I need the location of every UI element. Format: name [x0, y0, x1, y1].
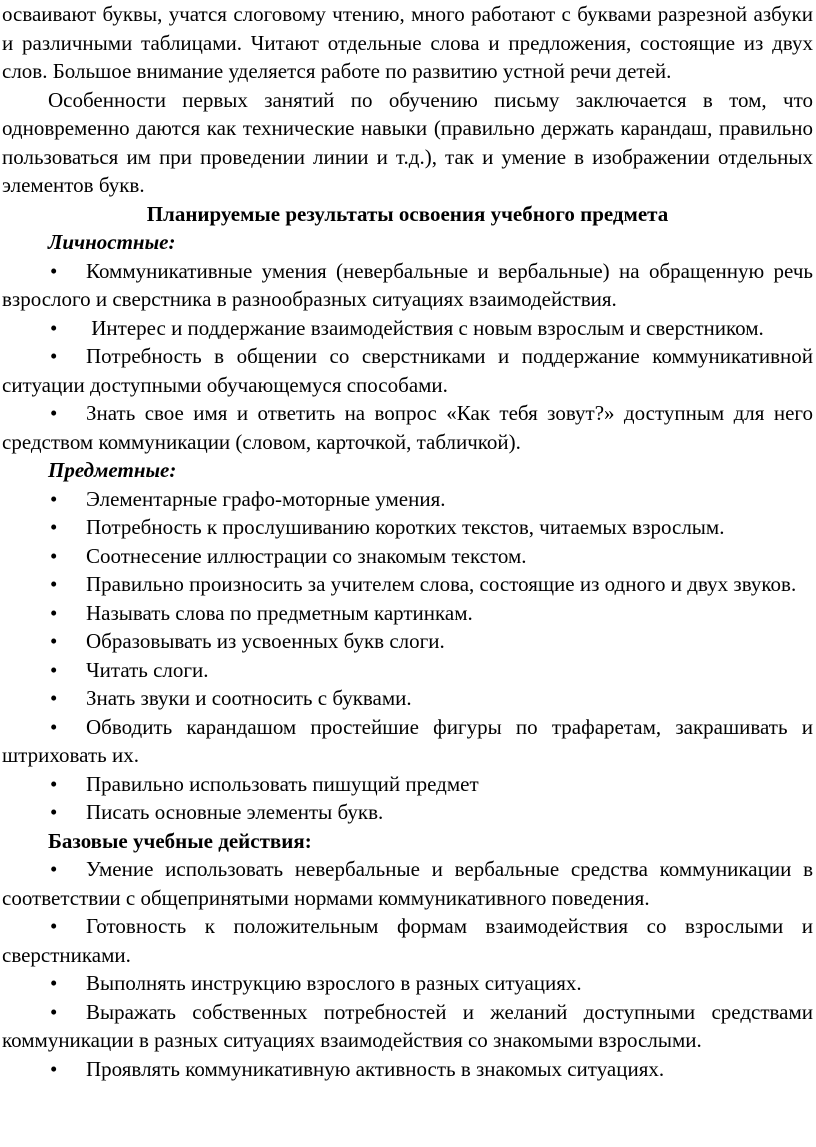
bullet-icon: • [50, 543, 58, 568]
list-item [2, 998, 813, 1055]
list-item-text: Правильно использовать пишущий предмет [86, 771, 479, 796]
list-item [2, 485, 813, 514]
list-item-text: Проявлять коммуникативную активность в знакомых ситуациях. [86, 1056, 665, 1081]
list-item-text: Интерес и поддержание взаимодействия с новым взрослым и сверстником. [86, 315, 764, 340]
list-item-text: Готовность к положительным формам взаимодействия со взрослыми и сверстниками. [2, 914, 813, 967]
bullet-icon: • [50, 600, 58, 625]
basic-actions-list [2, 855, 813, 1083]
list-item [2, 912, 813, 969]
list-item-text: Писать основные элементы букв. [86, 800, 384, 824]
list-item [2, 542, 813, 571]
bullet-icon: • [50, 315, 58, 340]
list-item [2, 513, 813, 542]
bullet-icon: • [50, 714, 58, 739]
bullet-icon: • [50, 771, 58, 796]
list-item-text: Знать свое имя и ответить на вопрос «Как тебя зовут?» доступным для него средством коммуникации (словом, карточкой, табличкой). [2, 401, 813, 454]
list-item-text: Коммуникативные умения (невербальные и вербальные) на обращенную речь взрослого и сверстника в разнообразных ситуациях взаимодействия. [2, 258, 813, 311]
list-item [2, 770, 813, 799]
list-item-text: Правильно произносить за учителем слова, состоящие из одного и двух звуков. [86, 572, 797, 596]
intro-paragraph: Особенности первых занятий по обучению письму заключается в том, что одновременно даются как технические навыки (правильно держать карандаш, правильно пользоваться им при проведении линии и т.д.), так и умение в изображении отдельных элементов букв. [2, 87, 813, 197]
list-item-text: Умение использовать невербальные и вербальные средства коммуникации в соответствии с общепринятыми нормами коммуникативного поведения. [2, 857, 813, 910]
subheading-basic-actions: Базовые учебные действия: [48, 828, 312, 853]
list-item-text: Выполнять инструкцию взрослого в разных ситуациях. [86, 971, 582, 995]
list-item [2, 257, 813, 314]
list-item-text: Элементарные графо-моторные умения. [86, 486, 446, 511]
list-item [2, 399, 813, 456]
list-item-text: Обводить карандашом простейшие фигуры по трафаретам, закрашивать и штриховать их. [2, 714, 813, 767]
subject-results-list [2, 485, 813, 827]
subheading-personal: Личностные: [48, 230, 176, 254]
list-item [2, 570, 813, 599]
bullet-icon: • [50, 914, 58, 938]
list-item [2, 684, 813, 713]
list-item [2, 314, 813, 343]
bullet-icon: • [50, 657, 58, 682]
bullet-icon: • [50, 999, 58, 1024]
subheading-subject: Предметные: [48, 458, 177, 482]
list-item [2, 969, 813, 998]
list-item [2, 627, 813, 656]
bullet-icon: • [50, 971, 58, 995]
list-item-text: Читать слоги. [86, 657, 209, 682]
bullet-icon: • [50, 515, 58, 539]
list-item-text: Потребность в общении со сверстниками и поддержание коммуникативной ситуации доступными обучающемуся способами. [2, 344, 813, 397]
intro-paragraph-continued: осваивают буквы, учатся слоговому чтению, много работают с буквами разрезной азбуки и различными таблицами. Читают отдельные слова и предложения, состоящие из двух слов. Большое внимание уделяется работе по развитию устной речи детей. [2, 2, 813, 83]
bullet-icon: • [50, 629, 58, 653]
list-item [2, 342, 813, 399]
list-item [2, 1055, 813, 1084]
list-item-text: Потребность к прослушиванию коротких текстов, читаемых взрослым. [86, 515, 725, 539]
list-item [2, 656, 813, 685]
bullet-icon: • [50, 572, 58, 596]
list-item-text: Знать звуки и соотносить с буквами. [86, 686, 412, 710]
bullet-icon: • [50, 486, 58, 511]
list-item-text: Называть слова по предметным картинкам. [86, 600, 473, 625]
bullet-icon: • [50, 258, 58, 283]
list-item-text: Образовывать из усвоенных букв слоги. [86, 629, 445, 653]
bullet-icon: • [50, 401, 58, 425]
list-item [2, 798, 813, 827]
bullet-icon: • [50, 800, 58, 824]
list-item [2, 855, 813, 912]
section-heading: Планируемые результаты освоения учебного предмета [146, 201, 669, 226]
list-item-text: Выражать собственных потребностей и желаний доступными средствами коммуникации в разных ситуациях взаимодействия со знакомыми взрослыми. [2, 999, 813, 1052]
bullet-icon: • [50, 1056, 58, 1081]
list-item-text: Соотнесение иллюстрации со знакомым текстом. [86, 543, 527, 568]
bullet-icon: • [50, 857, 58, 881]
bullet-icon: • [50, 344, 58, 368]
bullet-icon: • [50, 686, 58, 710]
list-item [2, 599, 813, 628]
list-item [2, 713, 813, 770]
personal-results-list [2, 257, 813, 457]
